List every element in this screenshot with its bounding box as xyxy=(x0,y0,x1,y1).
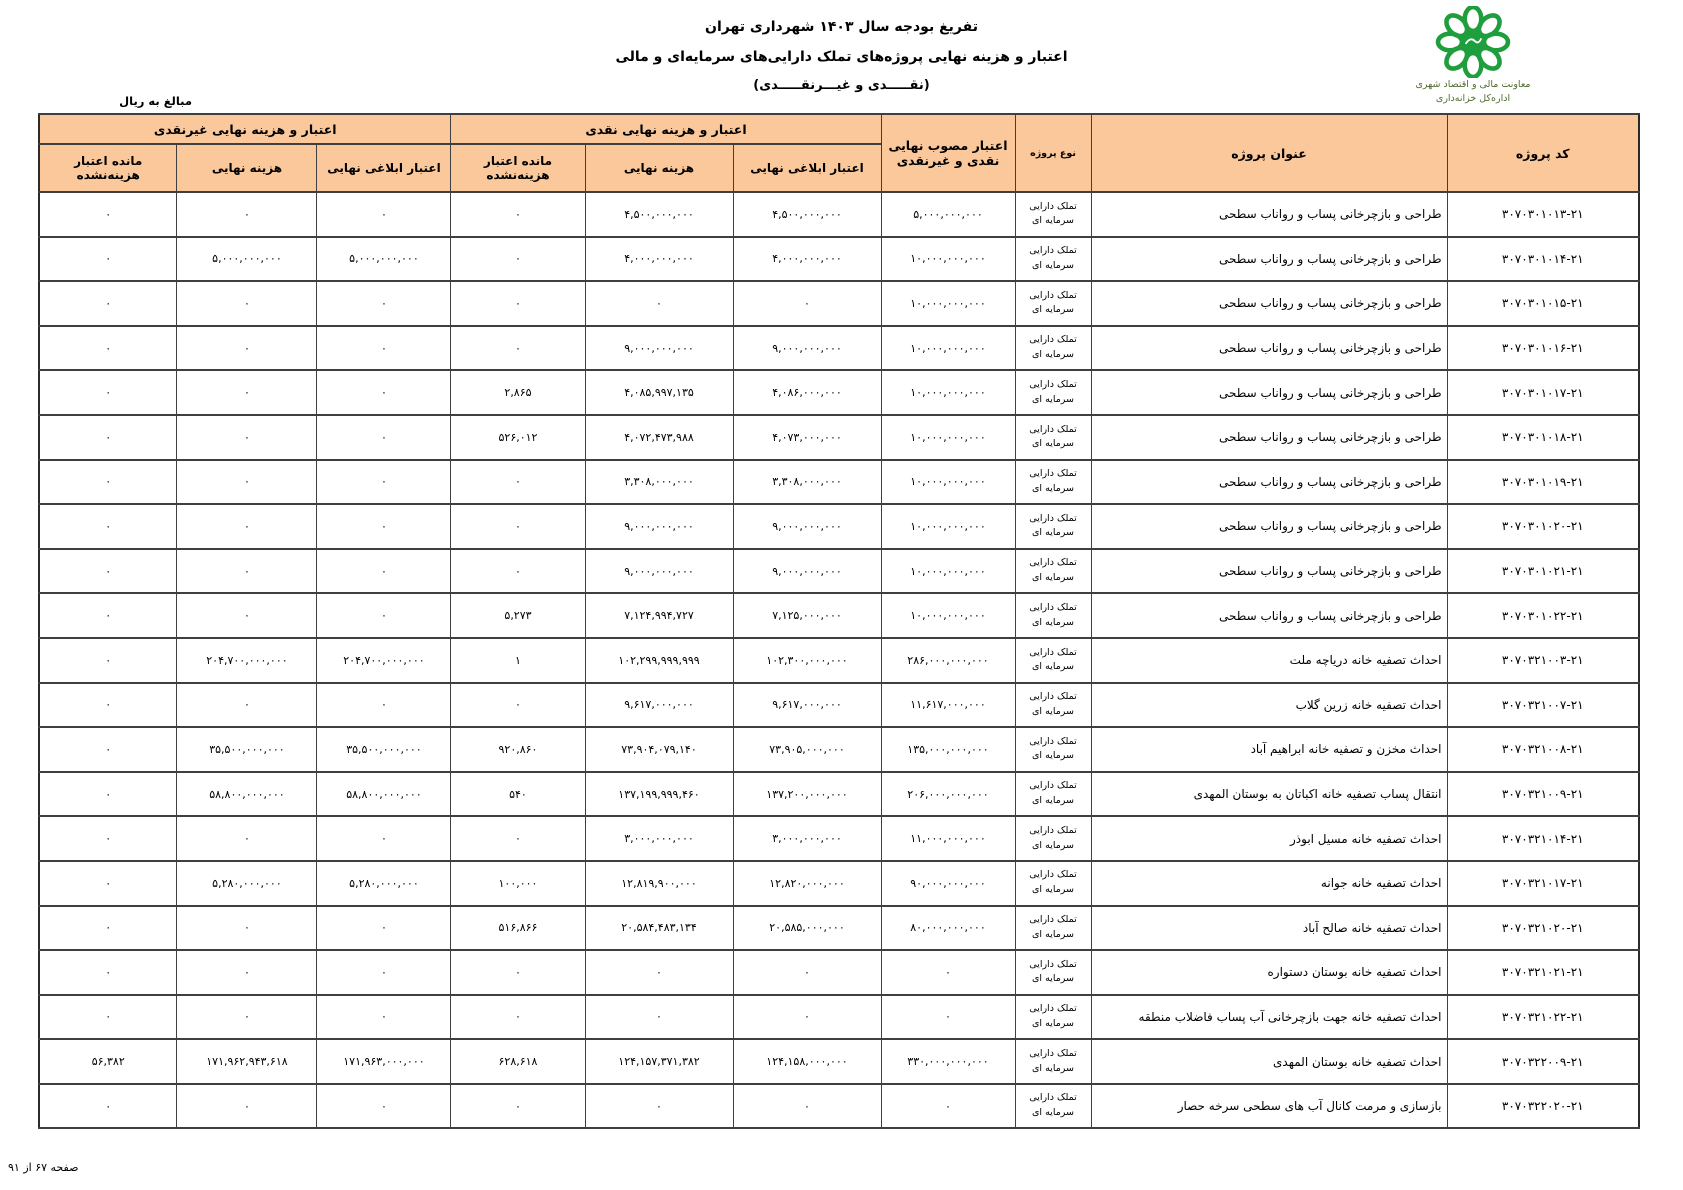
cash-cost-cell: ۴,۰۸۵,۹۹۷,۱۳۵ xyxy=(585,370,733,415)
approved-credit-cell: ۱۰,۰۰۰,۰۰۰,۰۰۰ xyxy=(881,370,1015,415)
col-header-cash-allocated: اعتبار ابلاغی نهایی xyxy=(733,144,881,192)
project-title-cell: احداث تصفیه خانه جوانه xyxy=(1091,861,1447,906)
approved-credit-cell: ۸۰,۰۰۰,۰۰۰,۰۰۰ xyxy=(881,906,1015,951)
noncash-remainder-cell: ۰ xyxy=(39,1084,177,1129)
approved-credit-cell: ۱۰,۰۰۰,۰۰۰,۰۰۰ xyxy=(881,549,1015,594)
cash-allocated-cell: ۱۳۷,۲۰۰,۰۰۰,۰۰۰ xyxy=(733,772,881,817)
cash-remainder-cell: ۰ xyxy=(451,683,585,728)
approved-credit-cell: ۰ xyxy=(881,995,1015,1040)
cash-allocated-cell: ۴,۰۸۶,۰۰۰,۰۰۰ xyxy=(733,370,881,415)
cash-cost-cell: ۳,۳۰۸,۰۰۰,۰۰۰ xyxy=(585,460,733,505)
noncash-allocated-cell: ۰ xyxy=(317,549,451,594)
noncash-allocated-cell: ۰ xyxy=(317,281,451,326)
table-row xyxy=(39,504,1639,549)
cash-remainder-cell: ۰ xyxy=(451,816,585,861)
noncash-cost-cell: ۰ xyxy=(177,460,317,505)
noncash-cost-cell: ۳۵,۵۰۰,۰۰۰,۰۰۰ xyxy=(177,727,317,772)
project-type-cell: تملک دارایی سرمایه ای xyxy=(1015,1039,1091,1084)
cash-remainder-cell: ۵,۲۷۳ xyxy=(451,593,585,638)
noncash-allocated-cell: ۰ xyxy=(317,504,451,549)
cash-cost-cell: ۹,۰۰۰,۰۰۰,۰۰۰ xyxy=(585,549,733,594)
project-code-cell: ۳۰۷۰۳۰۱۰۱۳-۲۱ xyxy=(1447,192,1639,237)
project-title-cell: احداث تصفیه خانه بوستان المهدی xyxy=(1091,1039,1447,1084)
col-header-project-title: عنوان پروژه xyxy=(1091,114,1447,192)
project-title-cell: احداث تصفیه خانه مسیل ابوذر xyxy=(1091,816,1447,861)
amounts-unit-note: مبالغ به ریال xyxy=(119,94,192,108)
project-type-cell: تملک دارایی سرمایه ای xyxy=(1015,950,1091,995)
noncash-cost-cell: ۵۸,۸۰۰,۰۰۰,۰۰۰ xyxy=(177,772,317,817)
project-code-cell: ۳۰۷۰۳۰۱۰۱۶-۲۱ xyxy=(1447,326,1639,371)
project-type-cell: تملک دارایی سرمایه ای xyxy=(1015,237,1091,282)
project-code-cell: ۳۰۷۰۳۰۱۰۱۵-۲۱ xyxy=(1447,281,1639,326)
col-header-project-type: نوع پروژه xyxy=(1015,114,1091,192)
table-row xyxy=(39,683,1639,728)
project-title-cell: احداث تصفیه خانه جهت بازچرخانی آب پساب فاضلاب منطقه xyxy=(1091,995,1447,1040)
project-title-cell: طراحی و بازچرخانی پساب و رواناب سطحی xyxy=(1091,415,1447,460)
cash-allocated-cell: ۴,۰۰۰,۰۰۰,۰۰۰ xyxy=(733,237,881,282)
cash-cost-cell: ۰ xyxy=(585,1084,733,1129)
noncash-allocated-cell: ۰ xyxy=(317,370,451,415)
approved-credit-cell: ۱۱,۰۰۰,۰۰۰,۰۰۰ xyxy=(881,816,1015,861)
project-type-cell: تملک دارایی سرمایه ای xyxy=(1015,504,1091,549)
cash-cost-cell: ۹,۶۱۷,۰۰۰,۰۰۰ xyxy=(585,683,733,728)
noncash-cost-cell: ۰ xyxy=(177,950,317,995)
table-body xyxy=(39,192,1639,1128)
approved-credit-cell: ۱۰,۰۰۰,۰۰۰,۰۰۰ xyxy=(881,415,1015,460)
project-code-cell: ۳۰۷۰۳۰۱۰۲۲-۲۱ xyxy=(1447,593,1639,638)
table-row xyxy=(39,415,1639,460)
table-row xyxy=(39,593,1639,638)
project-type-cell: تملک دارایی سرمایه ای xyxy=(1015,683,1091,728)
cash-remainder-cell: ۰ xyxy=(451,460,585,505)
noncash-cost-cell: ۰ xyxy=(177,906,317,951)
cash-remainder-cell: ۹۲۰,۸۶۰ xyxy=(451,727,585,772)
project-type-cell: تملک دارایی سرمایه ای xyxy=(1015,415,1091,460)
noncash-allocated-cell: ۰ xyxy=(317,906,451,951)
noncash-cost-cell: ۰ xyxy=(177,549,317,594)
noncash-cost-cell: ۵,۰۰۰,۰۰۰,۰۰۰ xyxy=(177,237,317,282)
noncash-cost-cell: ۰ xyxy=(177,1084,317,1129)
project-title-cell: طراحی و بازچرخانی پساب و رواناب سطحی xyxy=(1091,549,1447,594)
project-code-cell: ۳۰۷۰۳۰۱۰۲۰-۲۱ xyxy=(1447,504,1639,549)
project-type-cell: تملک دارایی سرمایه ای xyxy=(1015,370,1091,415)
col-header-cash-remainder: مانده اعتبار هزینه‌نشده xyxy=(451,144,585,192)
project-type-cell: تملک دارایی سرمایه ای xyxy=(1015,549,1091,594)
project-title-cell: احداث تصفیه خانه صالح آباد xyxy=(1091,906,1447,951)
noncash-cost-cell: ۰ xyxy=(177,683,317,728)
cash-remainder-cell: ۲,۸۶۵ xyxy=(451,370,585,415)
project-title-cell: بازسازی و مرمت کانال آب های سطحی سرخه حصار xyxy=(1091,1084,1447,1129)
noncash-remainder-cell: ۰ xyxy=(39,281,177,326)
project-title-cell: طراحی و بازچرخانی پساب و رواناب سطحی xyxy=(1091,237,1447,282)
cash-cost-cell: ۷,۱۲۴,۹۹۴,۷۲۷ xyxy=(585,593,733,638)
cash-allocated-cell: ۹,۶۱۷,۰۰۰,۰۰۰ xyxy=(733,683,881,728)
noncash-allocated-cell: ۰ xyxy=(317,1084,451,1129)
noncash-remainder-cell: ۰ xyxy=(39,772,177,817)
project-code-cell: ۳۰۷۰۳۲۱۰۰۳-۲۱ xyxy=(1447,638,1639,683)
cash-cost-cell: ۳,۰۰۰,۰۰۰,۰۰۰ xyxy=(585,816,733,861)
cash-allocated-cell: ۹,۰۰۰,۰۰۰,۰۰۰ xyxy=(733,549,881,594)
project-type-cell: تملک دارایی سرمایه ای xyxy=(1015,593,1091,638)
approved-credit-cell: ۱۰,۰۰۰,۰۰۰,۰۰۰ xyxy=(881,281,1015,326)
table-row xyxy=(39,861,1639,906)
noncash-allocated-cell: ۰ xyxy=(317,995,451,1040)
noncash-remainder-cell: ۰ xyxy=(39,593,177,638)
noncash-allocated-cell: ۵۸,۸۰۰,۰۰۰,۰۰۰ xyxy=(317,772,451,817)
cash-cost-cell: ۱۲,۸۱۹,۹۰۰,۰۰۰ xyxy=(585,861,733,906)
cash-cost-cell: ۰ xyxy=(585,281,733,326)
project-title-cell: احداث تصفیه خانه دریاچه ملت xyxy=(1091,638,1447,683)
project-title-cell: طراحی و بازچرخانی پساب و رواناب سطحی xyxy=(1091,593,1447,638)
noncash-cost-cell: ۰ xyxy=(177,593,317,638)
approved-credit-cell: ۱۰,۰۰۰,۰۰۰,۰۰۰ xyxy=(881,593,1015,638)
cash-remainder-cell: ۰ xyxy=(451,326,585,371)
project-code-cell: ۳۰۷۰۳۲۱۰۰۹-۲۱ xyxy=(1447,772,1639,817)
table-row xyxy=(39,727,1639,772)
approved-credit-cell: ۱۰,۰۰۰,۰۰۰,۰۰۰ xyxy=(881,326,1015,371)
project-type-cell: تملک دارایی سرمایه ای xyxy=(1015,772,1091,817)
cash-allocated-cell: ۳,۰۰۰,۰۰۰,۰۰۰ xyxy=(733,816,881,861)
cash-cost-cell: ۱۰۲,۲۹۹,۹۹۹,۹۹۹ xyxy=(585,638,733,683)
approved-credit-cell: ۰ xyxy=(881,1084,1015,1129)
col-header-project-code: کد پروژه xyxy=(1447,114,1639,192)
project-code-cell: ۳۰۷۰۳۰۱۰۱۴-۲۱ xyxy=(1447,237,1639,282)
project-code-cell: ۳۰۷۰۳۲۱۰۲۰-۲۱ xyxy=(1447,906,1639,951)
project-code-cell: ۳۰۷۰۳۲۱۰۱۷-۲۱ xyxy=(1447,861,1639,906)
noncash-allocated-cell: ۰ xyxy=(317,816,451,861)
col-header-noncash-remainder: مانده اعتبار هزینه‌نشده xyxy=(39,144,177,192)
cash-allocated-cell: ۷۳,۹۰۵,۰۰۰,۰۰۰ xyxy=(733,727,881,772)
cash-cost-cell: ۹,۰۰۰,۰۰۰,۰۰۰ xyxy=(585,504,733,549)
noncash-remainder-cell: ۰ xyxy=(39,504,177,549)
noncash-remainder-cell: ۰ xyxy=(39,415,177,460)
table-row xyxy=(39,281,1639,326)
project-type-cell: تملک دارایی سرمایه ای xyxy=(1015,995,1091,1040)
project-code-cell: ۳۰۷۰۳۰۱۰۱۸-۲۱ xyxy=(1447,415,1639,460)
noncash-allocated-cell: ۰ xyxy=(317,683,451,728)
cash-remainder-cell: ۱ xyxy=(451,638,585,683)
cash-remainder-cell: ۶۲۸,۶۱۸ xyxy=(451,1039,585,1084)
cash-cost-cell: ۴,۵۰۰,۰۰۰,۰۰۰ xyxy=(585,192,733,237)
noncash-remainder-cell: ۰ xyxy=(39,995,177,1040)
cash-remainder-cell: ۵۲۶,۰۱۲ xyxy=(451,415,585,460)
cash-remainder-cell: ۰ xyxy=(451,995,585,1040)
project-type-cell: تملک دارایی سرمایه ای xyxy=(1015,192,1091,237)
group-header-noncash: اعتبار و هزینه نهایی غیرنقدی xyxy=(39,114,451,144)
noncash-remainder-cell: ۰ xyxy=(39,683,177,728)
table-row xyxy=(39,816,1639,861)
report-title: تفریغ بودجه سال ۱۴۰۳ شهرداری تهران xyxy=(705,19,978,35)
approved-credit-cell: ۱۱,۶۱۷,۰۰۰,۰۰۰ xyxy=(881,683,1015,728)
noncash-cost-cell: ۰ xyxy=(177,370,317,415)
cash-allocated-cell: ۹,۰۰۰,۰۰۰,۰۰۰ xyxy=(733,504,881,549)
cash-allocated-cell: ۱۰۲,۳۰۰,۰۰۰,۰۰۰ xyxy=(733,638,881,683)
approved-credit-cell: ۰ xyxy=(881,950,1015,995)
cash-remainder-cell: ۵۴۰ xyxy=(451,772,585,817)
noncash-cost-cell: ۵,۲۸۰,۰۰۰,۰۰۰ xyxy=(177,861,317,906)
cash-remainder-cell: ۰ xyxy=(451,237,585,282)
approved-credit-cell: ۱۳۵,۰۰۰,۰۰۰,۰۰۰ xyxy=(881,727,1015,772)
project-title-cell: انتقال پساب تصفیه خانه اکباتان به بوستان المهدی xyxy=(1091,772,1447,817)
project-code-cell: ۳۰۷۰۳۲۱۰۰۸-۲۱ xyxy=(1447,727,1639,772)
project-type-cell: تملک دارایی سرمایه ای xyxy=(1015,638,1091,683)
noncash-allocated-cell: ۰ xyxy=(317,326,451,371)
approved-credit-cell: ۲۸۶,۰۰۰,۰۰۰,۰۰۰ xyxy=(881,638,1015,683)
tehran-municipality-logo-icon xyxy=(1383,6,1563,78)
noncash-allocated-cell: ۵,۲۸۰,۰۰۰,۰۰۰ xyxy=(317,861,451,906)
noncash-remainder-cell: ۰ xyxy=(39,370,177,415)
table-row xyxy=(39,1039,1639,1084)
cash-remainder-cell: ۵۱۶,۸۶۶ xyxy=(451,906,585,951)
project-code-cell: ۳۰۷۰۳۲۱۰۰۷-۲۱ xyxy=(1447,683,1639,728)
table-row xyxy=(39,237,1639,282)
cash-remainder-cell: ۰ xyxy=(451,549,585,594)
table-row xyxy=(39,906,1639,951)
approved-credit-cell: ۱۰,۰۰۰,۰۰۰,۰۰۰ xyxy=(881,504,1015,549)
project-title-cell: طراحی و بازچرخانی پساب و رواناب سطحی xyxy=(1091,460,1447,505)
project-type-cell: تملک دارایی سرمایه ای xyxy=(1015,861,1091,906)
cash-allocated-cell: ۴,۵۰۰,۰۰۰,۰۰۰ xyxy=(733,192,881,237)
project-title-cell: احداث تصفیه خانه زرین گلاب xyxy=(1091,683,1447,728)
noncash-allocated-cell: ۰ xyxy=(317,593,451,638)
cash-remainder-cell: ۰ xyxy=(451,281,585,326)
cash-cost-cell: ۰ xyxy=(585,950,733,995)
report-subtitle-2: (نقـــــدی و غیـــرنقـــــدی) xyxy=(753,78,930,93)
cash-allocated-cell: ۰ xyxy=(733,950,881,995)
approved-credit-cell: ۱۰,۰۰۰,۰۰۰,۰۰۰ xyxy=(881,237,1015,282)
project-code-cell: ۳۰۷۰۳۲۱۰۲۲-۲۱ xyxy=(1447,995,1639,1040)
table-row xyxy=(39,638,1639,683)
cash-allocated-cell: ۱۲۴,۱۵۸,۰۰۰,۰۰۰ xyxy=(733,1039,881,1084)
noncash-remainder-cell: ۰ xyxy=(39,950,177,995)
cash-cost-cell: ۱۳۷,۱۹۹,۹۹۹,۴۶۰ xyxy=(585,772,733,817)
approved-credit-cell: ۳۳۰,۰۰۰,۰۰۰,۰۰۰ xyxy=(881,1039,1015,1084)
approved-credit-cell: ۹۰,۰۰۰,۰۰۰,۰۰۰ xyxy=(881,861,1015,906)
table-row xyxy=(39,772,1639,817)
cash-allocated-cell: ۳,۳۰۸,۰۰۰,۰۰۰ xyxy=(733,460,881,505)
table-row xyxy=(39,460,1639,505)
noncash-cost-cell: ۰ xyxy=(177,415,317,460)
noncash-allocated-cell: ۰ xyxy=(317,192,451,237)
cash-allocated-cell: ۱۲,۸۲۰,۰۰۰,۰۰۰ xyxy=(733,861,881,906)
cash-cost-cell: ۹,۰۰۰,۰۰۰,۰۰۰ xyxy=(585,326,733,371)
page-number-label: صفحه ۶۷ از ۹۱ xyxy=(8,1161,79,1174)
table-row xyxy=(39,995,1639,1040)
cash-allocated-cell: ۷,۱۲۵,۰۰۰,۰۰۰ xyxy=(733,593,881,638)
noncash-remainder-cell: ۰ xyxy=(39,326,177,371)
cash-allocated-cell: ۰ xyxy=(733,995,881,1040)
cash-allocated-cell: ۲۰,۵۸۵,۰۰۰,۰۰۰ xyxy=(733,906,881,951)
noncash-cost-cell: ۰ xyxy=(177,192,317,237)
project-code-cell: ۳۰۷۰۳۰۱۰۱۷-۲۱ xyxy=(1447,370,1639,415)
report-subtitle: اعتبار و هزینه نهایی پروژه‌های تملک دارایی‌های سرمایه‌ای و مالی xyxy=(615,49,1068,65)
logo-caption-line2: اداره‌کل خزانه‌داری xyxy=(1435,93,1511,104)
project-code-cell: ۳۰۷۰۳۲۱۰۲۱-۲۱ xyxy=(1447,950,1639,995)
cash-allocated-cell: ۴,۰۷۳,۰۰۰,۰۰۰ xyxy=(733,415,881,460)
col-header-approved-credit: اعتبار مصوب نهایی نقدی و غیرنقدی xyxy=(881,114,1015,192)
noncash-allocated-cell: ۰ xyxy=(317,415,451,460)
noncash-cost-cell: ۰ xyxy=(177,281,317,326)
noncash-allocated-cell: ۵,۰۰۰,۰۰۰,۰۰۰ xyxy=(317,237,451,282)
project-code-cell: ۳۰۷۰۳۰۱۰۲۱-۲۱ xyxy=(1447,549,1639,594)
cash-remainder-cell: ۰ xyxy=(451,950,585,995)
cash-cost-cell: ۷۳,۹۰۴,۰۷۹,۱۴۰ xyxy=(585,727,733,772)
project-title-cell: طراحی و بازچرخانی پساب و رواناب سطحی xyxy=(1091,281,1447,326)
cash-allocated-cell: ۰ xyxy=(733,281,881,326)
budget-table xyxy=(38,113,1640,1129)
logo-caption-line1: معاونت مالی و اقتصاد شهری xyxy=(1415,79,1531,90)
project-type-cell: تملک دارایی سرمایه ای xyxy=(1015,281,1091,326)
col-header-noncash-cost: هزینه نهایی xyxy=(177,144,317,192)
cash-remainder-cell: ۰ xyxy=(451,1084,585,1129)
project-title-cell: احداث مخزن و تصفیه خانه ابراهیم آباد xyxy=(1091,727,1447,772)
cash-cost-cell: ۱۲۴,۱۵۷,۳۷۱,۳۸۲ xyxy=(585,1039,733,1084)
noncash-remainder-cell: ۰ xyxy=(39,727,177,772)
approved-credit-cell: ۱۰,۰۰۰,۰۰۰,۰۰۰ xyxy=(881,460,1015,505)
project-code-cell: ۳۰۷۰۳۲۲۰۲۰-۲۱ xyxy=(1447,1084,1639,1129)
noncash-allocated-cell: ۳۵,۵۰۰,۰۰۰,۰۰۰ xyxy=(317,727,451,772)
cash-remainder-cell: ۱۰۰,۰۰۰ xyxy=(451,861,585,906)
logo-block xyxy=(1383,6,1563,106)
noncash-allocated-cell: ۱۷۱,۹۶۳,۰۰۰,۰۰۰ xyxy=(317,1039,451,1084)
noncash-cost-cell: ۱۷۱,۹۶۲,۹۴۳,۶۱۸ xyxy=(177,1039,317,1084)
noncash-cost-cell: ۰ xyxy=(177,995,317,1040)
noncash-remainder-cell: ۰ xyxy=(39,549,177,594)
cash-allocated-cell: ۰ xyxy=(733,1084,881,1129)
noncash-remainder-cell: ۰ xyxy=(39,816,177,861)
project-title-cell: احداث تصفیه خانه بوستان دستواره xyxy=(1091,950,1447,995)
table-row xyxy=(39,950,1639,995)
project-title-cell: طراحی و بازچرخانی پساب و رواناب سطحی xyxy=(1091,326,1447,371)
project-type-cell: تملک دارایی سرمایه ای xyxy=(1015,1084,1091,1129)
project-code-cell: ۳۰۷۰۳۲۱۰۱۴-۲۱ xyxy=(1447,816,1639,861)
project-type-cell: تملک دارایی سرمایه ای xyxy=(1015,906,1091,951)
project-type-cell: تملک دارایی سرمایه ای xyxy=(1015,326,1091,371)
noncash-cost-cell: ۰ xyxy=(177,816,317,861)
project-type-cell: تملک دارایی سرمایه ای xyxy=(1015,727,1091,772)
noncash-remainder-cell: ۰ xyxy=(39,638,177,683)
cash-allocated-cell: ۹,۰۰۰,۰۰۰,۰۰۰ xyxy=(733,326,881,371)
project-title-cell: طراحی و بازچرخانی پساب و رواناب سطحی xyxy=(1091,504,1447,549)
project-title-cell: طراحی و بازچرخانی پساب و رواناب سطحی xyxy=(1091,370,1447,415)
col-header-noncash-allocated: اعتبار ابلاغی نهایی xyxy=(317,144,451,192)
approved-credit-cell: ۵,۰۰۰,۰۰۰,۰۰۰ xyxy=(881,192,1015,237)
cash-cost-cell: ۲۰,۵۸۴,۴۸۳,۱۳۴ xyxy=(585,906,733,951)
noncash-cost-cell: ۲۰۴,۷۰۰,۰۰۰,۰۰۰ xyxy=(177,638,317,683)
noncash-remainder-cell: ۰ xyxy=(39,237,177,282)
noncash-allocated-cell: ۰ xyxy=(317,460,451,505)
cash-remainder-cell: ۰ xyxy=(451,192,585,237)
table-row xyxy=(39,326,1639,371)
col-header-cash-cost: هزینه نهایی xyxy=(585,144,733,192)
noncash-allocated-cell: ۲۰۴,۷۰۰,۰۰۰,۰۰۰ xyxy=(317,638,451,683)
noncash-cost-cell: ۰ xyxy=(177,504,317,549)
project-type-cell: تملک دارایی سرمایه ای xyxy=(1015,460,1091,505)
table-row xyxy=(39,549,1639,594)
noncash-remainder-cell: ۰ xyxy=(39,906,177,951)
noncash-remainder-cell: ۰ xyxy=(39,861,177,906)
noncash-remainder-cell: ۵۶,۳۸۲ xyxy=(39,1039,177,1084)
project-code-cell: ۳۰۷۰۳۲۲۰۰۹-۲۱ xyxy=(1447,1039,1639,1084)
noncash-remainder-cell: ۰ xyxy=(39,460,177,505)
approved-credit-cell: ۲۰۶,۰۰۰,۰۰۰,۰۰۰ xyxy=(881,772,1015,817)
cash-cost-cell: ۰ xyxy=(585,995,733,1040)
cash-cost-cell: ۴,۰۰۰,۰۰۰,۰۰۰ xyxy=(585,237,733,282)
project-title-cell: طراحی و بازچرخانی پساب و رواناب سطحی xyxy=(1091,192,1447,237)
table-row xyxy=(39,370,1639,415)
table-row xyxy=(39,1084,1639,1129)
table-header xyxy=(39,114,1639,192)
table-row xyxy=(39,192,1639,237)
group-header-cash: اعتبار و هزینه نهایی نقدی xyxy=(451,114,881,144)
noncash-allocated-cell: ۰ xyxy=(317,950,451,995)
noncash-remainder-cell: ۰ xyxy=(39,192,177,237)
noncash-cost-cell: ۰ xyxy=(177,326,317,371)
project-code-cell: ۳۰۷۰۳۰۱۰۱۹-۲۱ xyxy=(1447,460,1639,505)
cash-cost-cell: ۴,۰۷۲,۴۷۳,۹۸۸ xyxy=(585,415,733,460)
project-type-cell: تملک دارایی سرمایه ای xyxy=(1015,816,1091,861)
cash-remainder-cell: ۰ xyxy=(451,504,585,549)
